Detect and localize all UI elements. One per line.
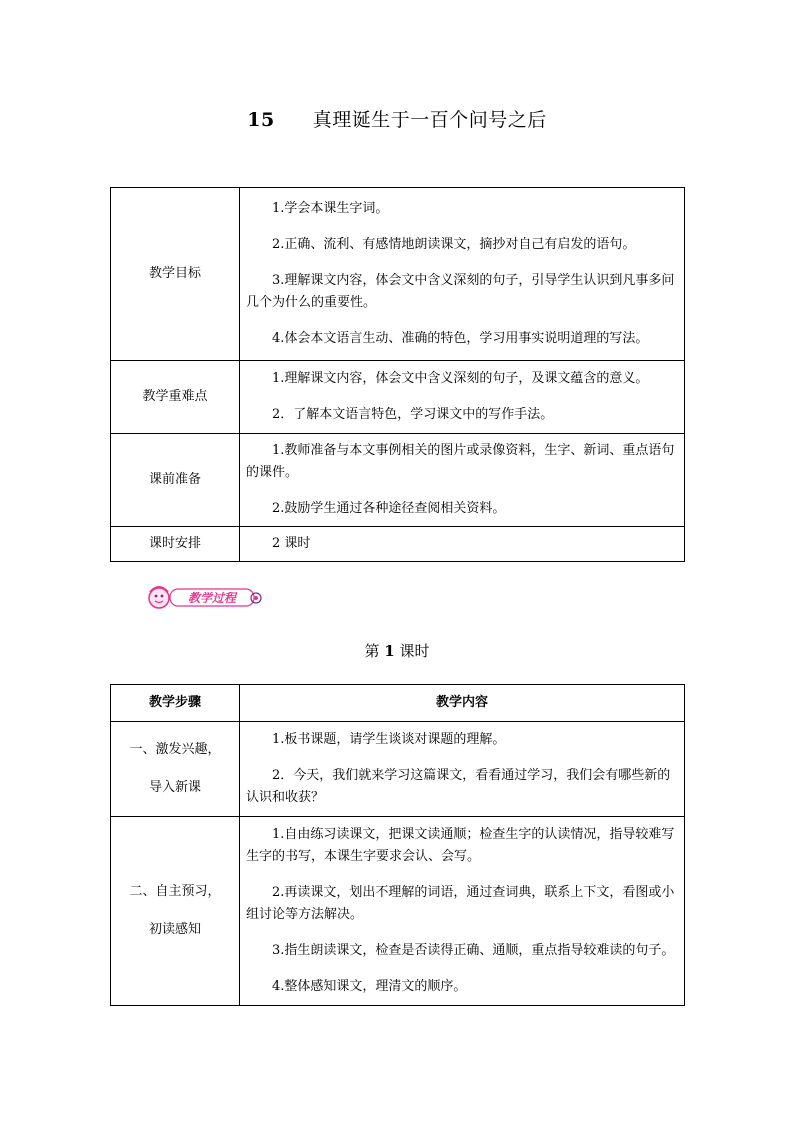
content-item: 3.理解课文内容，体会文中含义深刻的句子，引导学生认识到凡事多问几个为什么的重要性。 <box>246 273 675 310</box>
lesson-heading-suffix: 课时 <box>399 642 430 660</box>
header-content: 教学内容 <box>240 685 685 722</box>
row-label: 教学目标 <box>111 188 240 361</box>
content-item: 2.正确、流利、有感情地朗读课文，摘抄对自己有启发的语句。 <box>272 237 636 252</box>
content-item: 2.鼓励学生通过各种途径查阅相关资料。 <box>272 501 506 516</box>
content-item: 4.整体感知课文，理清文的顺序。 <box>272 979 467 994</box>
lesson-heading-number: 1 <box>384 642 395 660</box>
content-item: 2 课时 <box>272 536 311 551</box>
content-item: 1.自由练习读课文，把课文读通顺；检查生字的认读情况，指导较难写生字的书写，本课生字要求会认、会写。 <box>246 827 675 864</box>
table-row <box>111 361 685 434</box>
step-line: 导入新课 <box>148 780 201 795</box>
row-content <box>240 188 685 361</box>
cartoon-face-icon <box>149 587 169 608</box>
row-content <box>240 361 685 434</box>
table-row <box>111 188 685 361</box>
step-line: 二、自主预习， <box>129 884 221 899</box>
content-item: 2．今天，我们就来学习这篇课文，看看通过学习，我们会有哪些新的认识和收获？ <box>246 768 671 805</box>
step-line: 初读感知 <box>148 922 201 937</box>
table-row <box>111 817 685 1006</box>
table-row <box>111 722 685 817</box>
teaching-process-table <box>110 684 685 1006</box>
row-content <box>240 722 685 817</box>
table-row <box>111 434 685 527</box>
badge-label: 教学过程 <box>187 591 237 605</box>
teaching-process-badge <box>146 584 262 610</box>
table-header-row <box>111 685 685 722</box>
row-content <box>240 817 685 1006</box>
content-item: 1.学会本课生字词。 <box>272 201 389 216</box>
step-line: 一、激发兴趣， <box>129 742 221 757</box>
header-step: 教学步骤 <box>111 685 240 722</box>
content-item: 1.教师准备与本文事例相关的图片或录像资料，生字、新词、重点语句的课件。 <box>246 443 675 480</box>
row-label: 课前准备 <box>111 434 240 527</box>
page-title <box>0 105 794 132</box>
lesson-title: 真理诞生于一百个问号之后 <box>312 109 547 131</box>
teaching-plan-table <box>110 187 685 562</box>
content-item: 1.板书课题，请学生谈谈对课题的理解。 <box>272 732 506 747</box>
lesson-heading-prefix: 第 <box>364 642 380 660</box>
row-label: 教学重难点 <box>111 361 240 434</box>
content-item: 3.指生朗读课文，检查是否读得正确、通顺，重点指导较难读的句子。 <box>272 943 675 958</box>
content-item: 1.理解课文内容，体会文中含义深刻的句子，及课文蕴含的意义。 <box>272 371 649 386</box>
row-content <box>240 527 685 562</box>
row-label: 课时安排 <box>111 527 240 562</box>
step-cell <box>111 722 240 817</box>
table-row <box>111 527 685 562</box>
row-content <box>240 434 685 527</box>
content-item: 4.体会本文语言生动、准确的特色，学习用事实说明道理的写法。 <box>272 331 649 346</box>
lesson-heading <box>0 640 794 661</box>
step-cell <box>111 817 240 1006</box>
content-item: 2.再读课文，划出不理解的词语，通过查词典，联系上下文，看图或小组讨论等方法解决。 <box>246 885 675 922</box>
content-item: 2．了解本文语言特色，学习课文中的写作手法。 <box>272 407 554 422</box>
lesson-number: 15 <box>247 109 275 131</box>
